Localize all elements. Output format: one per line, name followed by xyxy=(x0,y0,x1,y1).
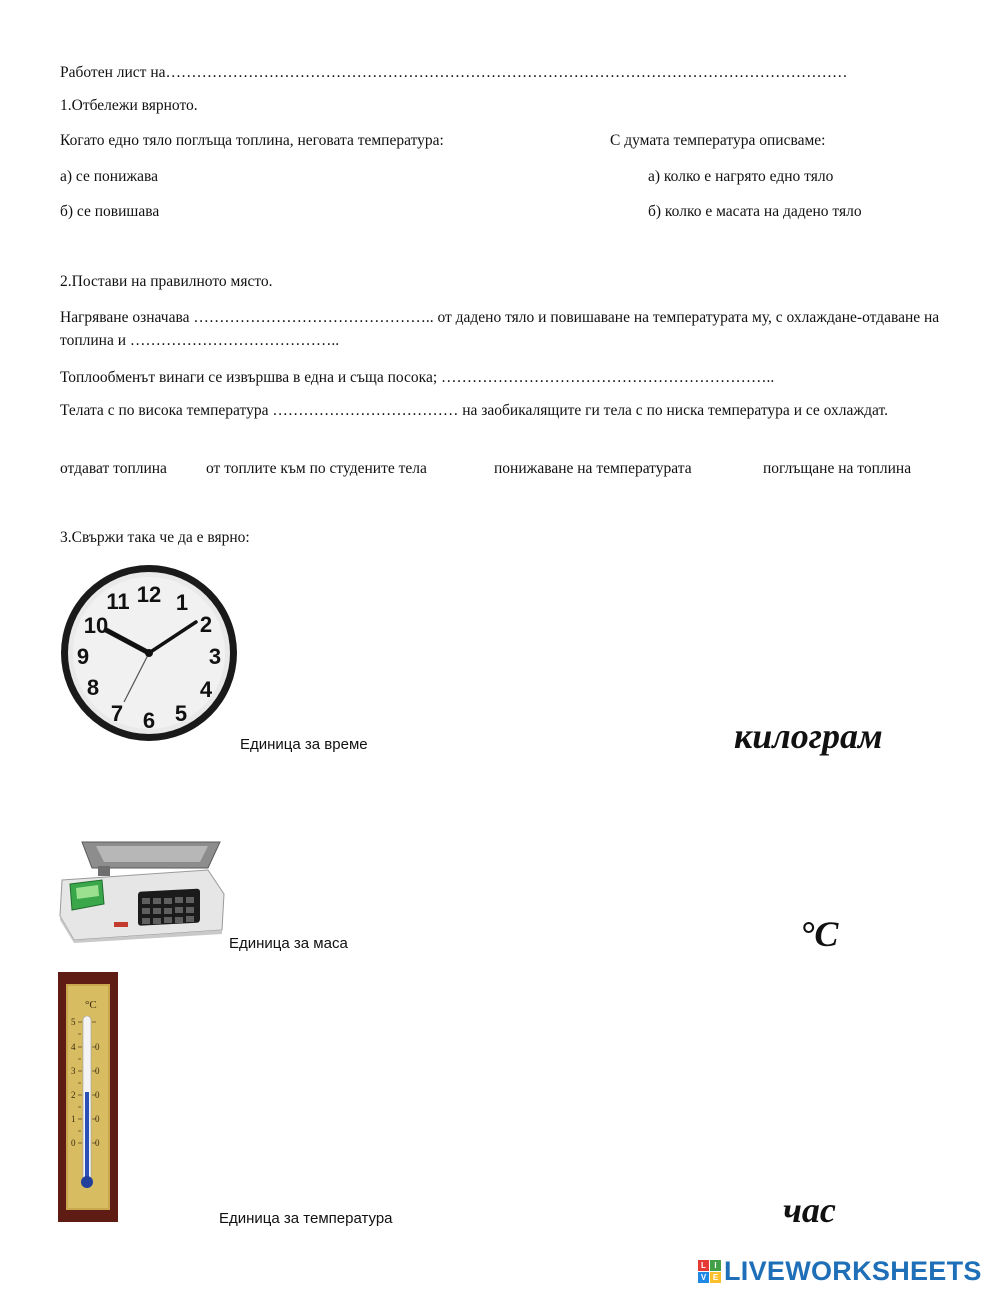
thermometer-scale-number: 4 xyxy=(71,1042,76,1052)
q2-question: С думата температура описваме: xyxy=(610,132,826,149)
word-bank-item[interactable]: отдават топлина xyxy=(60,460,167,477)
word-bank-item[interactable]: понижаване на температурата xyxy=(494,460,692,477)
word-bank-item[interactable]: от топлите към по студените тела xyxy=(206,460,427,477)
word-bank-item[interactable]: поглъщане на топлина xyxy=(763,460,912,477)
label-temperature-unit: Единица за температура xyxy=(219,1210,393,1227)
logo-mark-letter: V xyxy=(698,1272,709,1283)
clock-numeral: 7 xyxy=(110,701,124,726)
q2-option-b[interactable]: б) колко е масата на дадено тяло xyxy=(648,203,862,220)
clock-numeral: 11 xyxy=(106,589,130,614)
liveworksheets-logo xyxy=(698,1256,982,1287)
clock-numeral: 9 xyxy=(76,644,90,669)
clock-numeral: 10 xyxy=(83,613,109,638)
thermometer-scale-number: 0 xyxy=(95,1114,100,1124)
clock-numeral: 8 xyxy=(86,675,100,700)
unit-hour[interactable]: час xyxy=(783,1190,836,1230)
thermometer-scale-number: 1 xyxy=(71,1114,76,1124)
clock-numeral: 5 xyxy=(174,701,188,726)
logo-mark-letter: E xyxy=(710,1272,721,1283)
thermometer-scale-number: 0 xyxy=(95,1066,100,1076)
thermometer-scale-number: 3 xyxy=(71,1066,76,1076)
thermometer-scale-number: 5 xyxy=(71,1017,76,1027)
thermometer-scale-number: 0 xyxy=(95,1090,100,1100)
thermometer-scale-number: 2 xyxy=(71,1090,76,1100)
fill-sentence-1: Нагряване означава ……………………………………….. от дадено тяло и повишаване на температурата му, с охлаждане-отдаване на топлина и ………………………………….. xyxy=(60,309,940,349)
label-mass-unit: Единица за маса xyxy=(229,935,348,952)
fill-sentence-2: Топлообменът винаги се извършва в една и съща посока; ……………………………………………………….. xyxy=(60,369,775,386)
clock-numeral: 6 xyxy=(142,708,156,733)
worksheet-name-line: Работен лист на…………………………………………………………………………………………………………………… xyxy=(60,64,848,81)
thermometer-scale-number: 0 xyxy=(71,1138,76,1148)
thermometer-scale-number: 0 xyxy=(95,1138,100,1148)
q2-option-a[interactable]: а) колко е нагрято едно тяло xyxy=(648,168,834,185)
section3-title: 3.Свържи така че да е вярно: xyxy=(60,529,250,546)
unit-celsius[interactable]: °C xyxy=(800,914,839,954)
q1-question: Когато едно тяло поглъща топлина, неговата температура: xyxy=(60,132,444,149)
clock-numeral: 1 xyxy=(175,590,189,615)
clock-image xyxy=(56,562,242,744)
scale-image xyxy=(58,838,226,943)
unit-kilogram[interactable]: килограм xyxy=(734,716,883,756)
logo-mark-letter: I xyxy=(710,1260,721,1271)
clock-numeral: 12 xyxy=(136,582,162,607)
thermometer-image xyxy=(58,972,118,1222)
clock-numeral: 4 xyxy=(199,677,213,702)
liveworksheets-brand: LIVEWORKSHEETS xyxy=(724,1256,982,1286)
q1-option-a[interactable]: а) се понижава xyxy=(60,168,158,185)
thermometer-scale-number: 0 xyxy=(95,1042,100,1052)
fill-sentence-3: Телата с по висока температура ……………………………… на заобикалящите ги тела с по ниска температура и се охлаждат. xyxy=(60,402,888,419)
label-time-unit: Единица за време xyxy=(240,736,368,753)
clock-numeral: 2 xyxy=(199,612,213,637)
thermometer-unit: °C xyxy=(85,999,97,1011)
clock-numeral: 3 xyxy=(208,644,222,669)
liveworksheets-logo-icon xyxy=(698,1260,721,1283)
section2-title: 2.Постави на правилното място. xyxy=(60,273,273,290)
section1-title: 1.Отбележи вярното. xyxy=(60,97,198,114)
logo-mark-letter: L xyxy=(698,1260,709,1271)
q1-option-b[interactable]: б) се повишава xyxy=(60,203,160,220)
